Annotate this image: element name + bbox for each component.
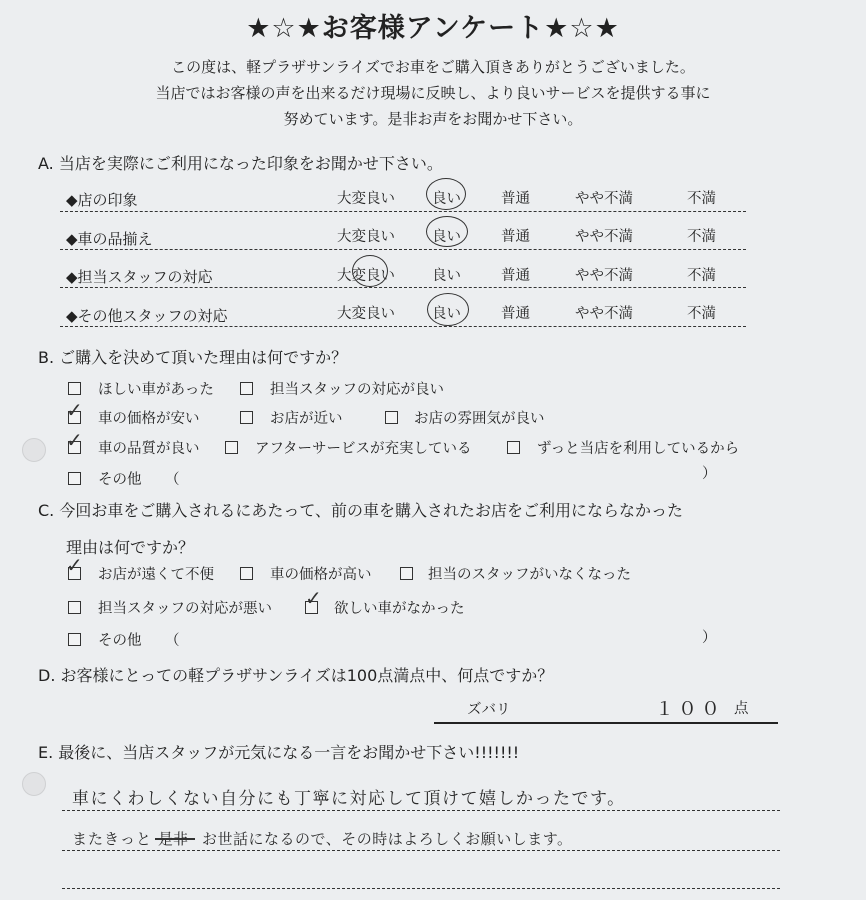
rating-row-label: ◆担当スタッフの対応: [66, 268, 213, 286]
row-divider: [60, 287, 746, 288]
score-unit: 点: [734, 701, 749, 717]
checkbox-label: 車の価格が高い: [270, 567, 372, 583]
selection-circle: [427, 293, 469, 326]
option-dissatisfied[interactable]: 不満: [687, 191, 716, 207]
comment-line-2-start: またきっと: [72, 830, 153, 848]
checkbox[interactable]: [68, 382, 81, 395]
checkbox[interactable]: [385, 411, 398, 424]
checkbox-label: 担当のスタッフがいなくなった: [428, 567, 631, 583]
section-b-heading: B. ご購入を決めて頂いた理由は何ですか？: [38, 348, 348, 367]
section-a-heading: A. 当店を実際にご利用になった印象をお聞かせ下さい。: [38, 154, 443, 173]
checkbox[interactable]: [68, 633, 81, 646]
option-good[interactable]: 良い: [432, 306, 461, 322]
checkbox-label: その他: [98, 472, 142, 488]
option-good[interactable]: 良い: [432, 191, 461, 207]
option-dissatisfied[interactable]: 不満: [687, 306, 716, 322]
checkbox[interactable]: [225, 441, 238, 454]
checkbox[interactable]: [240, 411, 253, 424]
option-somewhat-dissatisfied[interactable]: やや不満: [575, 306, 633, 322]
checkmark-icon: ✓: [66, 428, 83, 452]
option-very-good[interactable]: 大変良い: [337, 229, 395, 245]
checkmark-icon: ✓: [305, 586, 322, 610]
option-dissatisfied[interactable]: 不満: [687, 268, 716, 284]
checkbox-label: お店の雰囲気が良い: [414, 411, 545, 427]
checkbox-label: アフターサービスが充実している: [255, 441, 472, 457]
rating-row-label: ◆その他スタッフの対応: [66, 307, 228, 325]
other-paren-close: ）: [702, 466, 717, 482]
section-d-heading: D. お客様にとっての軽プラザサンライズは100点満点中、何点ですか？: [38, 666, 554, 685]
selection-circle: [352, 255, 388, 287]
other-paren-open: （: [165, 472, 180, 488]
selection-circle: [426, 178, 466, 210]
checkmark-icon: ✓: [66, 553, 83, 577]
comment-line-2-end: お世話になるので、その時はよろしくお願いします。: [202, 830, 573, 848]
comment-line-1: 車にくわしくない自分にも丁寧に対応して頂けて嬉しかったです。: [72, 789, 626, 809]
checkbox[interactable]: [68, 601, 81, 614]
option-normal[interactable]: 普通: [501, 191, 530, 207]
option-good[interactable]: 良い: [432, 229, 461, 245]
rating-row-label: ◆店の印象: [66, 191, 138, 209]
comment-rule: [62, 810, 780, 811]
checkbox-label: 車の価格が安い: [98, 411, 200, 427]
punch-hole-top: [22, 438, 46, 462]
other-paren-open: （: [165, 633, 180, 649]
option-somewhat-dissatisfied[interactable]: やや不満: [575, 229, 633, 245]
other-paren-close: ）: [702, 630, 717, 646]
comment-struck-word: 是非: [158, 830, 189, 848]
option-normal[interactable]: 普通: [501, 306, 530, 322]
checkbox-label: お店が遠くて不便: [98, 567, 214, 583]
checkbox-label: ずっと当店を利用しているから: [537, 441, 740, 457]
checkbox-label: ほしい車があった: [98, 382, 214, 398]
checkbox-label: 担当スタッフの対応が良い: [270, 382, 444, 398]
option-very-good[interactable]: 大変良い: [337, 306, 395, 322]
strikethrough-mark: [155, 838, 195, 840]
checkbox-label: 担当スタッフの対応が悪い: [98, 601, 272, 617]
row-divider: [60, 249, 746, 250]
checkbox-label: 欲しい車がなかった: [334, 601, 465, 617]
section-c-heading: C. 今回お車をご購入されるにあたって、前の車を購入されたお店をご利用にならなかった: [38, 501, 684, 520]
option-dissatisfied[interactable]: 不満: [687, 229, 716, 245]
punch-hole-bottom: [22, 772, 46, 796]
option-good[interactable]: 良い: [432, 268, 461, 284]
option-very-good[interactable]: 大変良い: [337, 268, 395, 284]
checkbox[interactable]: [240, 382, 253, 395]
rating-row-label: ◆車の品揃え: [66, 230, 153, 248]
checkmark-icon: ✓: [66, 398, 83, 422]
intro-line-3: 努めています。是非お声をお聞かせ下さい。: [283, 110, 583, 128]
selection-circle: [426, 216, 468, 247]
comment-rule: [62, 888, 780, 889]
option-normal[interactable]: 普通: [501, 229, 530, 245]
checkbox-label: お店が近い: [270, 411, 343, 427]
option-normal[interactable]: 普通: [501, 268, 530, 284]
checkbox-label: その他: [98, 633, 142, 649]
checkbox[interactable]: [507, 441, 520, 454]
score-prefix: ズバリ: [467, 702, 511, 718]
page-title: ★☆★お客様アンケート★☆★: [246, 13, 620, 44]
checkbox[interactable]: [240, 567, 253, 580]
option-somewhat-dissatisfied[interactable]: やや不満: [575, 268, 633, 284]
row-divider: [60, 211, 746, 212]
score-underline: [434, 722, 778, 724]
score-value: １００: [655, 698, 725, 720]
checkbox[interactable]: [68, 472, 81, 485]
checkbox[interactable]: [400, 567, 413, 580]
intro-line-1: この度は、軽プラザサンライズでお車をご購入頂きありがとうございました。: [171, 58, 695, 76]
checkbox-label: 車の品質が良い: [98, 441, 200, 457]
comment-rule: [62, 850, 780, 851]
section-c-heading-cont: 理由は何ですか？: [66, 538, 195, 557]
option-very-good[interactable]: 大変良い: [337, 191, 395, 207]
option-somewhat-dissatisfied[interactable]: やや不満: [575, 191, 633, 207]
row-divider: [60, 326, 746, 327]
intro-line-2: 当店ではお客様の声を出来るだけ現場に反映し、より良いサービスを提供する事に: [155, 84, 711, 102]
section-e-heading: E. 最後に、当店スタッフが元気になる一言をお聞かせ下さい!!!!!!!: [38, 743, 520, 762]
